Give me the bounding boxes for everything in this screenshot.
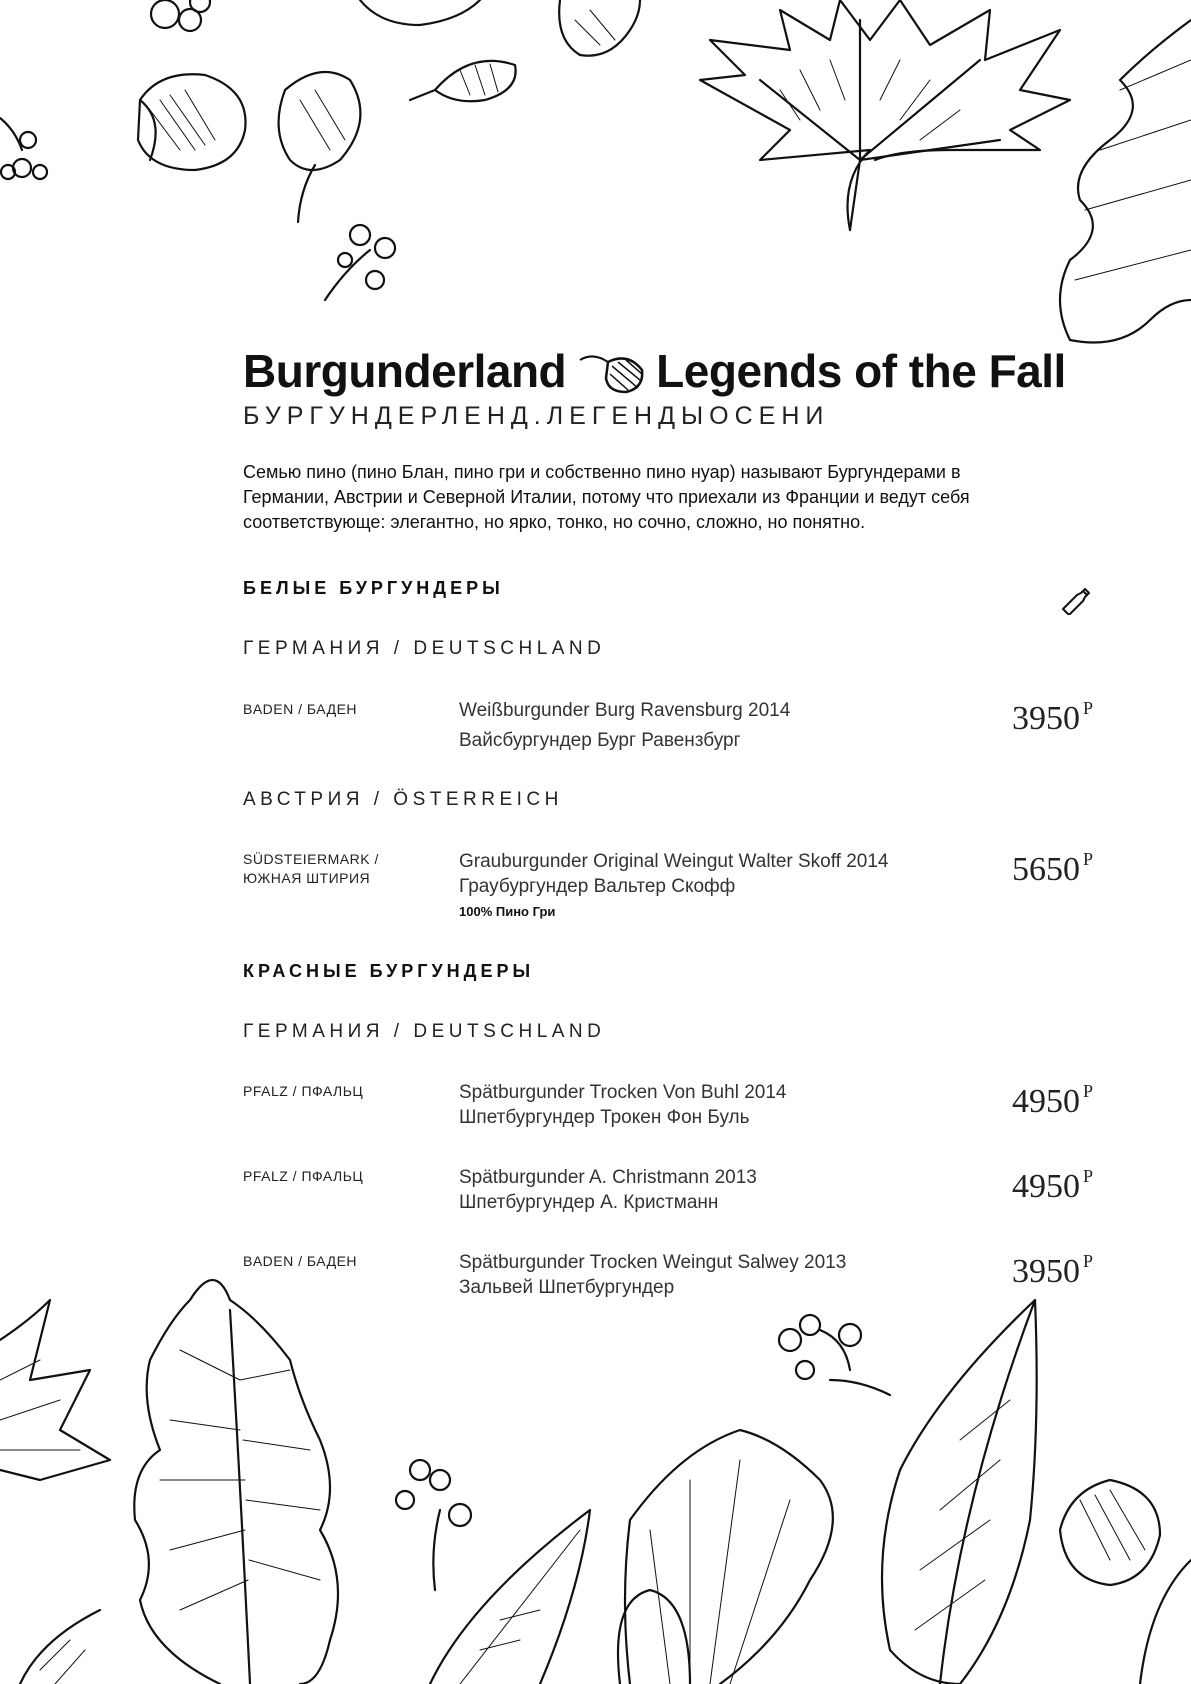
wine-entry <box>459 1165 757 1215</box>
currency-symbol: Р <box>1082 1166 1093 1186</box>
maple-leaf-icon <box>700 0 1070 230</box>
leaf-icon <box>279 72 361 222</box>
berries-icon <box>325 225 395 300</box>
wine-bottle-icon <box>1061 585 1091 615</box>
price-value: 3950 <box>1011 1253 1080 1290</box>
wine-price <box>893 1253 1093 1291</box>
title-left: Burgunderland <box>243 345 567 397</box>
leaf-icon <box>360 0 640 56</box>
wine-region: BADEN / БАДЕН <box>243 1253 358 1269</box>
leaf-icon <box>430 1510 590 1684</box>
seed-icon <box>410 61 516 101</box>
leaf-icon <box>882 1300 1037 1684</box>
title-right: Legends of the Fall <box>656 345 1066 397</box>
berries-icon <box>0 118 47 179</box>
chestnut-icon <box>138 74 246 170</box>
wine-name-de: Spätburgunder Trocken Weingut Salwey 2013 <box>459 1252 847 1273</box>
leaf-icon <box>1140 1560 1191 1684</box>
page-subtitle: БУРГУНДЕРЛЕНД.ЛЕГЕНДЫОСЕНИ <box>243 402 830 430</box>
wine-price <box>893 1083 1093 1121</box>
wine-region: PFALZ / ПФАЛЬЦ <box>243 1168 364 1184</box>
berries-icon <box>151 0 210 31</box>
wine-name-ru: Шпетбургундер А. Кристманн <box>459 1192 719 1213</box>
oak-leaf-icon <box>1060 20 1191 343</box>
leaf-icon <box>618 1590 690 1684</box>
currency-symbol: Р <box>1082 1081 1093 1101</box>
wine-name-de: Spätburgunder A. Christmann 2013 <box>459 1167 757 1188</box>
wine-price <box>893 1168 1093 1206</box>
wine-price <box>893 851 1093 889</box>
wine-name-de: Spätburgunder Trocken Von Buhl 2014 <box>459 1082 787 1103</box>
leaf-icon <box>20 1610 100 1684</box>
currency-symbol: Р <box>1082 1251 1093 1271</box>
wine-entry <box>459 1250 846 1300</box>
price-value: 4950 <box>1011 1083 1080 1120</box>
wine-name-de: Weißburgunder Burg Ravensburg 2014 <box>459 700 791 721</box>
wine-name-ru: Шпетбургундер Трокен Фон Буль <box>459 1107 750 1128</box>
page-title <box>243 344 1066 398</box>
wine-price <box>893 700 1093 738</box>
wine-entry <box>459 1080 786 1130</box>
acorn-icon <box>578 348 648 394</box>
chestnut-icon <box>1060 1480 1160 1585</box>
country-heading: ГЕРМАНИЯ / DEUTSCHLAND <box>243 638 606 659</box>
price-value: 5650 <box>1011 851 1080 888</box>
price-value: 4950 <box>1011 1168 1080 1205</box>
wine-region: PFALZ / ПФАЛЬЦ <box>243 1083 364 1099</box>
wine-region: BADEN / БАДЕН <box>243 701 358 717</box>
oak-leaf-icon <box>134 1280 338 1684</box>
section-title-white: БЕЛЫЕ БУРГУНДЕРЫ <box>243 578 504 598</box>
ginkgo-leaf-icon <box>625 1430 833 1684</box>
wine-entry <box>459 698 790 753</box>
leaf-icon <box>0 1300 110 1480</box>
wine-name-ru: Зальвей Шпетбургундер <box>459 1277 675 1298</box>
wine-name-ru: Граубургундер Вальтер Скофф <box>459 876 736 897</box>
currency-symbol: Р <box>1082 849 1093 869</box>
wine-name-de: Grauburgunder Original Weingut Walter Skoff 2014 <box>459 851 889 872</box>
wine-region: SÜDSTEIERMARK / ЮЖНАЯ ШТИРИЯ <box>243 851 379 886</box>
intro-paragraph: Семью пино (пино Блан, пино гри и собственно пино нуар) называют Бургундерами в Германии, Австрии и Северной Италии, потому что приехали из Франции и ведут себя соответствующе: элегантно, но ярко, тонко, но сочно, сложно, но понятно. <box>243 462 970 532</box>
wine-name-ru: Вайсбургундер Бург Равензбург <box>459 730 741 751</box>
currency-symbol: Р <box>1082 698 1093 718</box>
berries-icon <box>396 1460 471 1590</box>
price-value: 3950 <box>1011 700 1080 737</box>
berries-icon <box>779 1315 890 1395</box>
country-heading: АВСТРИЯ / ÖSTERREICH <box>243 789 563 810</box>
wine-note: 100% Пино Гри <box>459 904 556 919</box>
country-heading: ГЕРМАНИЯ / DEUTSCHLAND <box>243 1021 606 1042</box>
wine-entry <box>459 849 889 921</box>
section-title-red: КРАСНЫЕ БУРГУНДЕРЫ <box>243 961 535 981</box>
